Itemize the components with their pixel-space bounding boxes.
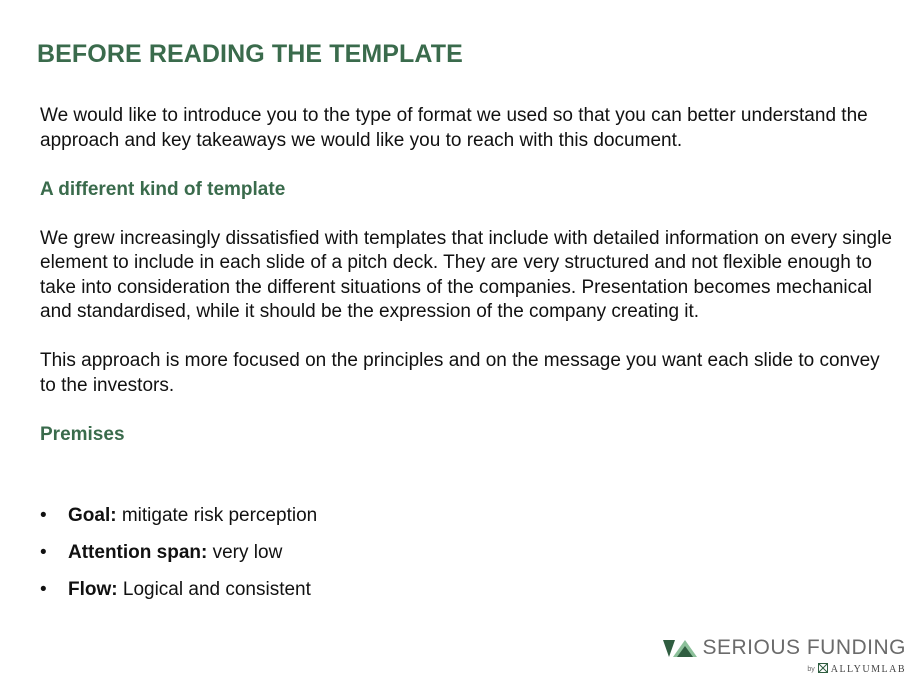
brand-byline bbox=[807, 663, 906, 676]
template-paragraph-2: This approach is more focused on the principles and on the message you want each slide to convey to the investors. bbox=[40, 350, 880, 396]
premise-label: Attention span: bbox=[68, 542, 208, 563]
page-title: BEFORE READING THE TEMPLATE bbox=[37, 40, 463, 68]
premises-list bbox=[40, 504, 317, 615]
brand-by: by bbox=[807, 666, 815, 673]
section-heading-template: A different kind of template bbox=[40, 178, 286, 200]
list-item bbox=[40, 504, 317, 541]
list-item bbox=[40, 541, 317, 578]
brand-footer bbox=[666, 636, 906, 680]
intro-paragraph: We would like to introduce you to the type of format we used so that you can better understand the approach and key takeaways we would like you to reach with this document. bbox=[40, 105, 868, 151]
premise-label: Goal: bbox=[68, 505, 117, 526]
brand-sub-name: ALLYUMLAB bbox=[830, 664, 906, 675]
allyumlab-logo-icon bbox=[818, 663, 828, 676]
bullet-icon: • bbox=[40, 542, 47, 563]
brand-main bbox=[663, 636, 906, 660]
bullet-icon: • bbox=[40, 579, 47, 600]
brand-name: SERIOUS FUNDING bbox=[702, 636, 906, 659]
main-content bbox=[40, 104, 900, 447]
serious-funding-logo-icon bbox=[663, 640, 697, 657]
premise-label: Flow: bbox=[68, 579, 118, 600]
premise-text: Logical and consistent bbox=[117, 579, 311, 600]
list-item bbox=[40, 578, 317, 615]
section-heading-premises: Premises bbox=[40, 423, 125, 445]
premise-text: very low bbox=[207, 542, 283, 563]
template-paragraph-1: We grew increasingly dissatisfied with templates that include with detailed information on every single element to include in each slide of a pitch deck. They are very structured and not flexible enough to take into consideration the different situations of the companies. Presentation becomes mechanical and standardised, while it should be the expression of the company creating it. bbox=[40, 227, 892, 322]
bullet-icon: • bbox=[40, 505, 47, 526]
premise-text: mitigate risk perception bbox=[116, 505, 318, 526]
